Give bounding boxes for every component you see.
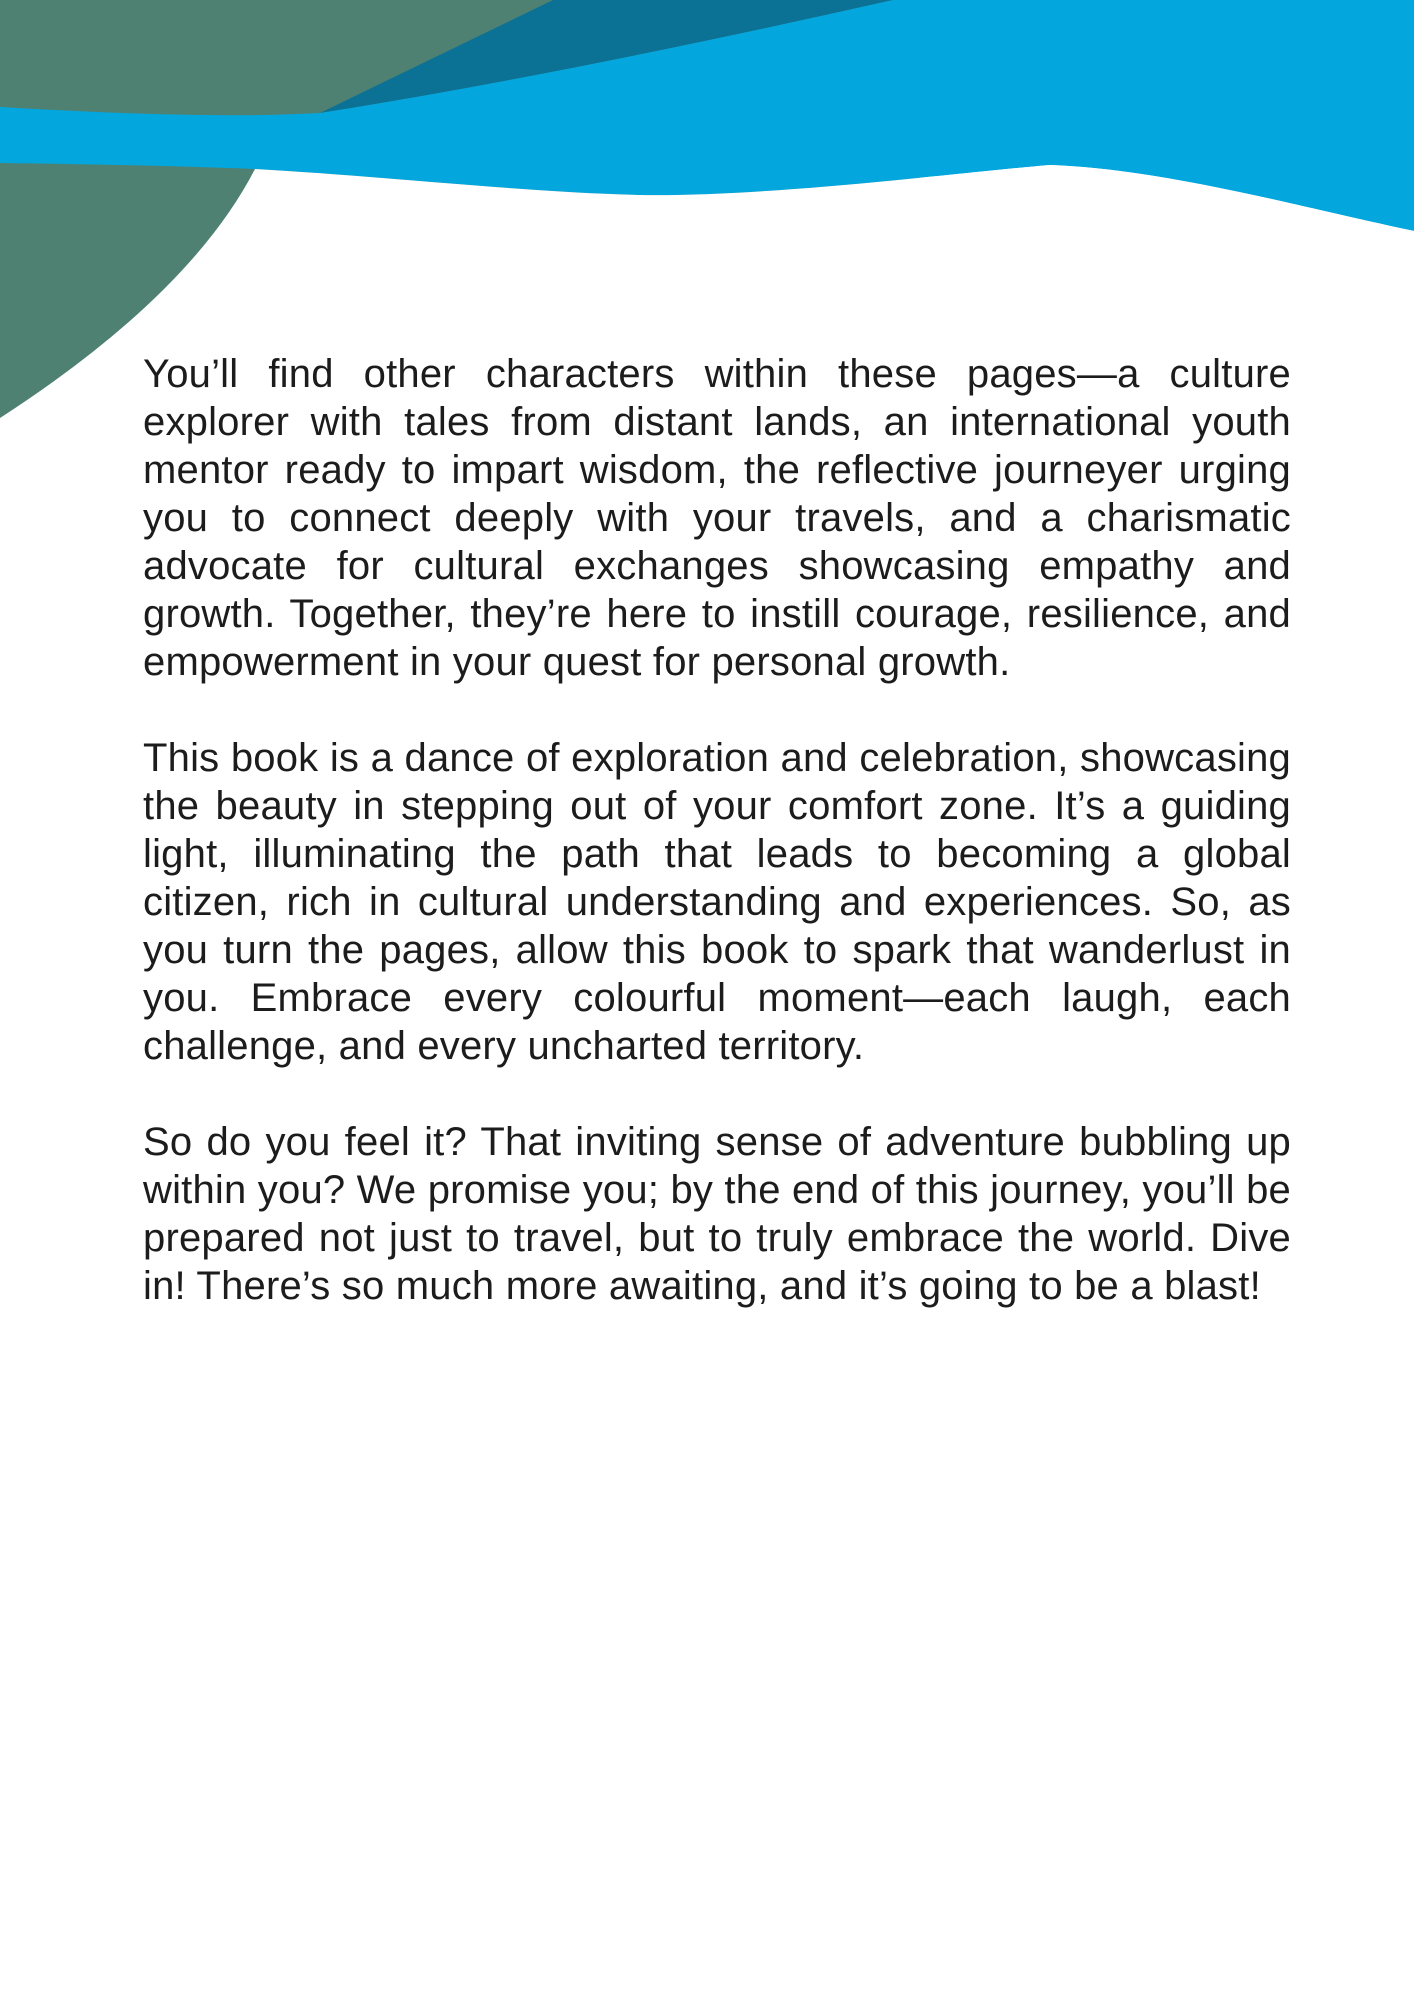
paragraph-feel-it: So do you feel it? That inviting sense of adventure bubbling up within you? We promise you; by the end of this journey, you’ll be prepared not just to travel, but to truly embrace the world. Dive in! There’s so much more awaiting, and it’s going to be a blast! (143, 1120, 1291, 1308)
paragraph-book-dance: This book is a dance of exploration and celebration, showcasing the beauty in stepping out of your comfort zone. It’s a guiding light, illuminating the path that leads to becoming a global citizen, rich in cultural understanding and experiences. So, as you turn the pages, allow this book to spark that wanderlust in you. Embrace every colourful moment—each laugh, each challenge, and every uncharted territory. (143, 736, 1291, 1068)
paragraph-characters: You’ll find other characters within these pages—a culture explorer with tales from distant lands, an international youth mentor ready to impart wisdom, the reflective journeyer urging you to connect deeply with your travels, and a charismatic advocate for cultural exchanges showcasing empathy and growth. Together, they’re here to instill courage, resilience, and empowerment in your quest for personal growth. (143, 352, 1291, 684)
page-body-text (143, 350, 1291, 1358)
